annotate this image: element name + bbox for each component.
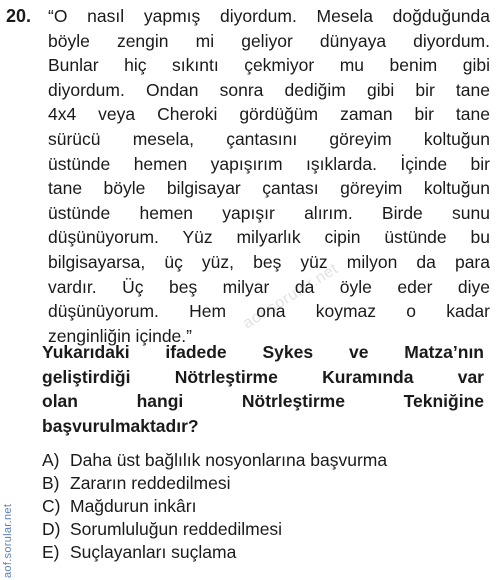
quote-line: sürücü mesela, çantasını göreyim koltuğun bbox=[48, 128, 490, 149]
option-text: Daha üst bağlılık nosyonlarına başvurma bbox=[70, 450, 388, 470]
answer-option-a[interactable] bbox=[42, 449, 482, 472]
quote-line: üstünde hemen yapışırım ışıklarda. İçinde bir bbox=[48, 153, 490, 174]
option-letter: E) bbox=[42, 542, 60, 562]
stem-line: başvurulmaktadır? bbox=[42, 415, 199, 436]
quote-line: üstünde hemen yapışır alırım. Birde sunu bbox=[48, 202, 490, 223]
question-stem bbox=[42, 340, 484, 438]
option-letter: A) bbox=[42, 450, 60, 470]
quote-line: zenginliğin içinde.” bbox=[48, 325, 192, 346]
answer-options bbox=[42, 449, 482, 564]
stem-line: olan hangi Nötrleştirme Tekniğine bbox=[42, 391, 484, 412]
option-letter: C) bbox=[42, 496, 61, 516]
quote-line: diyordum. Ondan sonra dediğim gibi bir tane bbox=[48, 79, 490, 100]
quote-line: böyle zengin mi geliyor dünyaya diyordum. bbox=[48, 30, 490, 51]
option-letter: B) bbox=[42, 473, 60, 493]
question-quote bbox=[48, 4, 490, 348]
answer-option-c[interactable] bbox=[42, 495, 482, 518]
quote-line: 4x4 veya Cheroki gördüğüm zaman bir tane bbox=[48, 104, 490, 125]
quote-line: düşünüyorum. Hem ona koymaz o kadar bbox=[48, 301, 490, 322]
option-letter: D) bbox=[42, 519, 61, 539]
answer-option-b[interactable] bbox=[42, 472, 482, 495]
option-text: Suçlayanları suçlama bbox=[70, 542, 237, 562]
site-watermark-vertical: aof.sorular.net bbox=[2, 503, 14, 578]
option-text: Zararın reddedilmesi bbox=[70, 473, 231, 493]
option-text: Sorumluluğun reddedilmesi bbox=[70, 519, 283, 539]
option-text: Mağdurun inkârı bbox=[70, 496, 197, 516]
stem-line: geliştirdiği Nötrleştirme Kuramında var bbox=[42, 366, 484, 387]
answer-option-e[interactable] bbox=[42, 541, 482, 564]
quote-line: bilgisayarsa, üç yüz, beş yüz milyon da para bbox=[48, 251, 490, 272]
stem-line: Yukarıdaki ifadede Sykes ve Matza’nın bbox=[42, 342, 484, 362]
answer-option-d[interactable] bbox=[42, 518, 482, 541]
quote-line: düşünüyorum. Yüz milyarlık cipin üstünde bu bbox=[48, 227, 490, 248]
question-number: 20. bbox=[6, 6, 32, 26]
quote-line: tane böyle bilgisayar çantası göreyim koltuğun bbox=[48, 178, 490, 199]
quote-line: vardır. Üç beş milyar da öyle eder diye bbox=[48, 276, 490, 297]
site-watermark-diagonal: aof.sorular.net bbox=[240, 260, 342, 333]
quote-line: “O nasıl yapmış diyordum. Mesela doğduğunda bbox=[48, 6, 490, 26]
quote-line: Bunlar hiç sıkıntı çekmiyor mu benim gibi bbox=[48, 55, 490, 76]
